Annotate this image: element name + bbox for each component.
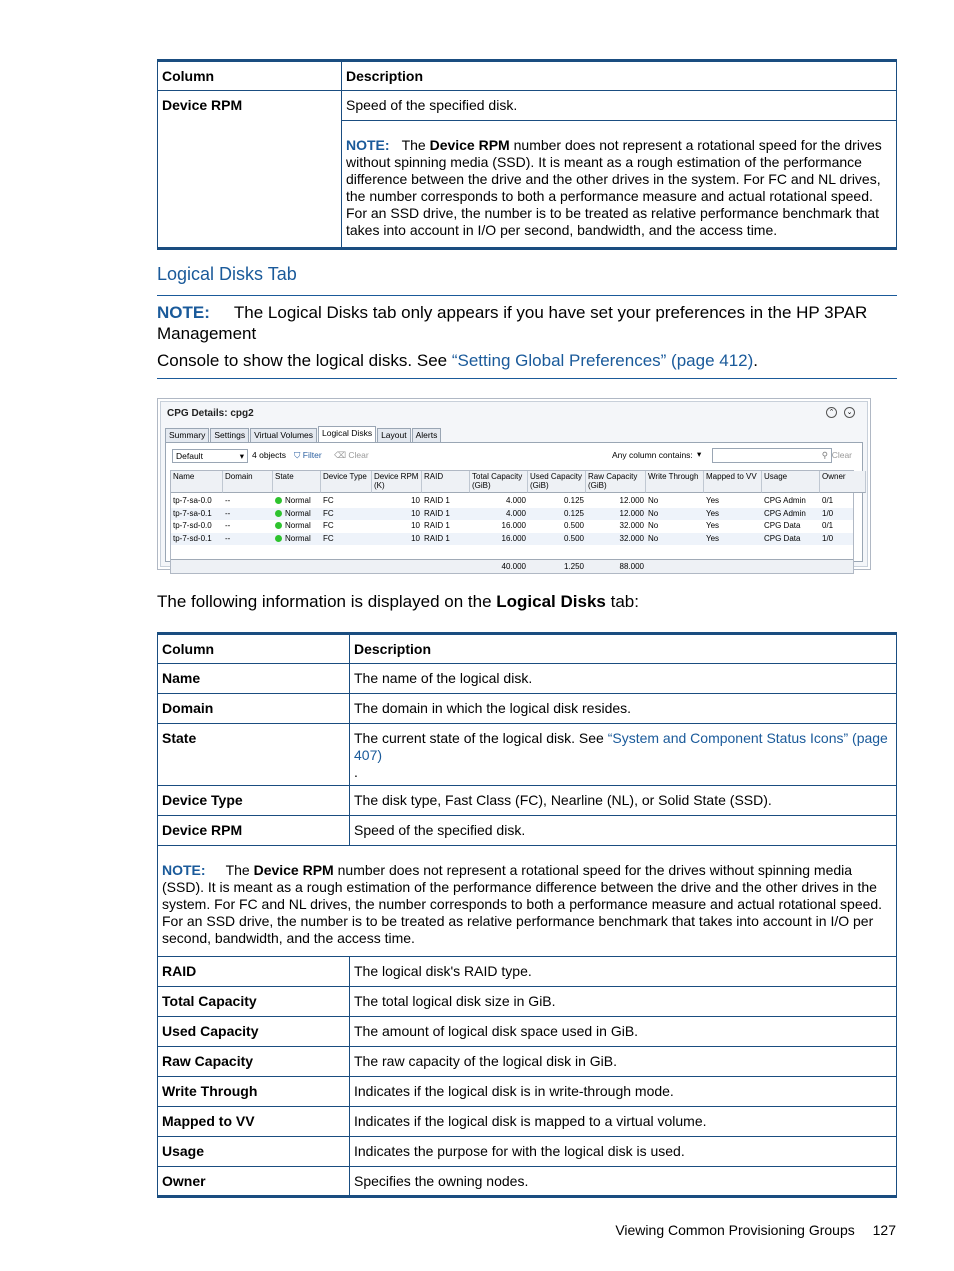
grid-cell: -- bbox=[225, 521, 231, 530]
col-header[interactable]: State bbox=[273, 471, 321, 493]
grid-cell: 0.125 bbox=[563, 496, 584, 505]
row-name: Device Type bbox=[158, 786, 350, 816]
grid-cell: 32.000 bbox=[619, 533, 644, 543]
clear-filter-button[interactable] bbox=[334, 450, 369, 461]
row-desc: Specifies the owning nodes. bbox=[350, 1167, 897, 1197]
state-text: Normal bbox=[285, 508, 311, 518]
chevron-down-icon[interactable]: ▾ bbox=[697, 449, 702, 459]
status-icons-link[interactable]: “System and Component Status Icons” (page 407) bbox=[354, 730, 888, 763]
col-header[interactable]: Device Type bbox=[321, 471, 372, 493]
row-desc: The logical disk's RAID type. bbox=[350, 957, 897, 987]
table-row bbox=[158, 987, 897, 1017]
grid-cell: 10 bbox=[411, 533, 420, 543]
intro-text bbox=[157, 591, 897, 612]
grid-cell: tp-7-sd-0.1 bbox=[173, 533, 212, 543]
grid-cell: 16.000 bbox=[501, 533, 526, 543]
grid-cell: Yes bbox=[706, 496, 720, 505]
header-column: Column bbox=[158, 634, 350, 664]
row-name: Domain bbox=[158, 694, 350, 724]
grid-cell: CPG Admin bbox=[764, 508, 806, 518]
grid-cell: 10 bbox=[411, 508, 420, 518]
grid-cell bbox=[273, 495, 321, 507]
search-input[interactable] bbox=[712, 448, 832, 463]
grid-row[interactable] bbox=[171, 508, 853, 520]
page-footer bbox=[615, 1222, 896, 1238]
page-number: 127 bbox=[872, 1222, 896, 1238]
note-label: NOTE: bbox=[157, 303, 210, 322]
grid-cell: tp-7-sa-0.0 bbox=[173, 496, 212, 505]
grid-cell: 0.500 bbox=[563, 533, 584, 543]
row-desc: The amount of logical disk space used in GiB. bbox=[350, 1017, 897, 1047]
setting-global-preferences-link[interactable]: “Setting Global Preferences” (page 412) bbox=[451, 351, 754, 370]
eraser-icon: ⌫ bbox=[334, 450, 347, 460]
grid-cell: No bbox=[648, 496, 659, 505]
note-bold: Device RPM bbox=[429, 137, 510, 153]
col-header[interactable]: Device RPM (K) bbox=[372, 471, 422, 493]
grid-cell: 0.125 bbox=[563, 508, 584, 518]
chevron-down-icon: ▾ bbox=[239, 451, 244, 461]
status-normal-icon bbox=[275, 535, 282, 542]
used-capacity-sum: 1.250 bbox=[563, 562, 584, 571]
grid-cell: Yes bbox=[706, 508, 720, 518]
top-note bbox=[342, 121, 897, 249]
grid-cell bbox=[273, 508, 321, 520]
raw-capacity-sum: 88.000 bbox=[619, 562, 644, 571]
row-name: State bbox=[158, 724, 350, 786]
header-column: Column bbox=[158, 61, 342, 91]
grid-cell: No bbox=[648, 508, 659, 518]
intro-pre: The following information is displayed on the bbox=[157, 592, 492, 611]
grid-cell: CPG Data bbox=[764, 533, 801, 543]
note-text: Console to show the logical disks. See bbox=[157, 351, 448, 370]
row-name: Usage bbox=[158, 1137, 350, 1167]
logical-disks-grid bbox=[170, 470, 854, 574]
row-name: Raw Capacity bbox=[158, 1047, 350, 1077]
table-row bbox=[158, 694, 897, 724]
state-text: Normal bbox=[285, 496, 311, 505]
table-row bbox=[158, 1047, 897, 1077]
intro-bold: Logical Disks bbox=[496, 592, 606, 611]
note-text: . bbox=[753, 351, 759, 370]
intro-post: tab: bbox=[610, 592, 639, 611]
cpg-details-screenshot bbox=[157, 398, 871, 570]
row-name: Device RPM bbox=[158, 91, 342, 249]
grid-cell: 16.000 bbox=[501, 521, 526, 530]
row-name: Device RPM bbox=[158, 816, 350, 846]
grid-cell: RAID 1 bbox=[424, 521, 450, 530]
section-title: Logical Disks Tab bbox=[157, 264, 297, 284]
main-note bbox=[158, 846, 897, 957]
row-desc: Indicates if the logical disk is in write-through mode. bbox=[350, 1077, 897, 1107]
col-header[interactable]: Used Capacity (GiB) bbox=[528, 471, 586, 493]
col-header[interactable]: Write Through bbox=[646, 471, 704, 493]
search-label: Any column contains: bbox=[612, 450, 693, 460]
note-text: The bbox=[225, 862, 250, 878]
grid-cell: RAID 1 bbox=[424, 496, 450, 505]
table-row bbox=[158, 816, 897, 846]
state-text: Normal bbox=[285, 521, 311, 530]
grid-cell: CPG Data bbox=[764, 521, 801, 530]
note-text: number does not represent a rotational speed for the drives without spinning media (SSD). It is meant as a rough estimation of the performance difference between the drive and the other drives in the system. For FC and NL drives, the number corresponds to both a performance measure and actual rotational speed. For an SSD drive, the number is to be treated as relative performance benchmark that takes into account in I/O per second, bandwidth, and the access time. bbox=[162, 862, 883, 946]
grid-row[interactable] bbox=[171, 495, 853, 507]
note-bold: Device RPM bbox=[253, 862, 334, 878]
filter-button[interactable] bbox=[294, 450, 322, 461]
objects-count: 4 objects bbox=[252, 450, 287, 460]
window-title: CPG Details: cpg2 bbox=[167, 408, 254, 419]
grid-cell: FC bbox=[323, 496, 334, 505]
table-row bbox=[158, 786, 897, 816]
table-row bbox=[158, 1077, 897, 1107]
col-header[interactable]: Owner bbox=[820, 471, 866, 493]
state-desc-end: . bbox=[354, 764, 358, 780]
col-header[interactable]: Usage bbox=[762, 471, 820, 493]
status-normal-icon bbox=[275, 497, 282, 504]
total-capacity-sum: 40.000 bbox=[501, 562, 526, 571]
footer-chapter: Viewing Common Provisioning Groups bbox=[615, 1222, 855, 1238]
grid-cell: FC bbox=[323, 508, 334, 518]
status-normal-icon bbox=[275, 522, 282, 529]
binoculars-icon: ⚲ bbox=[821, 450, 828, 460]
row-name: Name bbox=[158, 664, 350, 694]
grid-cell: FC bbox=[323, 533, 334, 543]
grid-cell bbox=[273, 520, 321, 532]
note-text: The bbox=[401, 137, 426, 153]
grid-cell: 12.000 bbox=[619, 508, 644, 518]
funnel-icon: ⛉ bbox=[294, 450, 301, 460]
grid-cell: 12.000 bbox=[619, 496, 644, 505]
grid-cell bbox=[273, 533, 321, 545]
row-name: Write Through bbox=[158, 1077, 350, 1107]
row-desc: Speed of the specified disk. bbox=[350, 816, 897, 846]
row-name: Mapped to VV bbox=[158, 1107, 350, 1137]
table-row bbox=[158, 957, 897, 987]
search-clear-button[interactable]: Clear bbox=[831, 450, 852, 460]
row-name: RAID bbox=[158, 957, 350, 987]
header-description: Description bbox=[342, 61, 897, 91]
row-desc: The raw capacity of the logical disk in GiB. bbox=[350, 1047, 897, 1077]
grid-cell: -- bbox=[225, 496, 231, 505]
grid-toolbar bbox=[172, 448, 856, 464]
grid-cell: No bbox=[648, 521, 659, 530]
table-row bbox=[158, 1167, 897, 1197]
main-table-wrap bbox=[157, 632, 897, 1198]
logical-disks-columns-table bbox=[157, 632, 897, 1198]
logical-disks-panel bbox=[165, 442, 863, 571]
clear-label: Clear bbox=[348, 450, 369, 460]
grid-cell: RAID 1 bbox=[424, 533, 450, 543]
note-text: number does not represent a rotational speed for the drives without spinning media (SSD). It is meant as a rough estimation of the performance difference between the drive and the other drives in the system. For FC and NL drives, the number corresponds to both a performance measure and actual rotational speed. For an SSD drive, the number is to be treated as relative performance benchmark that takes into account in I/O per second, bandwidth, and the access time. bbox=[346, 137, 882, 238]
grid-cell: 1/0 bbox=[822, 533, 834, 543]
state-text: Normal bbox=[285, 533, 311, 543]
col-header[interactable]: Domain bbox=[223, 471, 273, 493]
tab-alerts[interactable]: Alerts bbox=[412, 428, 442, 442]
row-name: Total Capacity bbox=[158, 987, 350, 1017]
row-desc bbox=[350, 724, 897, 786]
grid-cell: 4.000 bbox=[505, 508, 526, 518]
col-header[interactable]: RAID bbox=[422, 471, 470, 493]
row-desc: Indicates if the logical disk is mapped to a virtual volume. bbox=[350, 1107, 897, 1137]
grid-cell: 10 bbox=[411, 496, 420, 505]
collapse-icon[interactable]: ⌃ bbox=[826, 407, 837, 418]
top-table bbox=[157, 59, 897, 250]
filter-select[interactable] bbox=[172, 449, 248, 463]
row-desc: Speed of the specified disk. bbox=[342, 91, 897, 121]
grid-cell: tp-7-sd-0.0 bbox=[173, 521, 212, 530]
state-desc: The current state of the logical disk. See bbox=[354, 730, 604, 746]
totals-row bbox=[171, 559, 853, 573]
col-header[interactable]: Raw Capacity (GiB) bbox=[586, 471, 646, 493]
grid-cell: FC bbox=[323, 521, 334, 530]
row-name: Owner bbox=[158, 1167, 350, 1197]
grid-cell: CPG Admin bbox=[764, 496, 806, 505]
table-row bbox=[158, 1137, 897, 1167]
tab-settings[interactable]: Settings bbox=[210, 428, 249, 442]
logical-disks-note bbox=[157, 302, 897, 344]
col-header[interactable]: Name bbox=[171, 471, 223, 493]
grid-cell: No bbox=[648, 533, 659, 543]
top-table-wrap bbox=[157, 59, 897, 250]
row-desc: The name of the logical disk. bbox=[350, 664, 897, 694]
grid-cell: 4.000 bbox=[505, 496, 526, 505]
note-label: NOTE: bbox=[346, 137, 390, 153]
filter-select-value: Default bbox=[176, 451, 203, 461]
grid-cell: 10 bbox=[411, 521, 420, 530]
col-header[interactable]: Total Capacity (GiB) bbox=[470, 471, 528, 493]
tab-bar bbox=[165, 428, 442, 442]
rule bbox=[157, 378, 897, 379]
tab-logical-disks[interactable]: Logical Disks bbox=[318, 426, 376, 442]
note-text: The Logical Disks tab only appears if you have set your preferences in the HP 3PAR Management bbox=[157, 303, 868, 343]
grid-cell: -- bbox=[225, 508, 231, 518]
tab-summary[interactable]: Summary bbox=[165, 428, 209, 442]
status-normal-icon bbox=[275, 510, 282, 517]
rule bbox=[157, 295, 897, 296]
grid-row[interactable] bbox=[171, 533, 853, 545]
grid-cell: RAID 1 bbox=[424, 508, 450, 518]
logical-disks-note-2 bbox=[157, 350, 897, 371]
col-header[interactable]: Mapped to VV bbox=[704, 471, 762, 493]
row-name: Used Capacity bbox=[158, 1017, 350, 1047]
header-description: Description bbox=[350, 634, 897, 664]
table-row bbox=[158, 664, 897, 694]
row-desc: The disk type, Fast Class (FC), Nearline (NL), or Solid State (SSD). bbox=[350, 786, 897, 816]
row-desc: The total logical disk size in GiB. bbox=[350, 987, 897, 1017]
tab-layout[interactable]: Layout bbox=[377, 428, 411, 442]
table-row bbox=[158, 1017, 897, 1047]
note-label: NOTE: bbox=[162, 862, 206, 878]
grid-row[interactable] bbox=[171, 520, 853, 532]
grid-cell: 0.500 bbox=[563, 521, 584, 530]
grid-cell: 0/1 bbox=[822, 496, 834, 505]
row-desc: Indicates the purpose for with the logical disk is used. bbox=[350, 1137, 897, 1167]
grid-cell: Yes bbox=[706, 533, 720, 543]
expand-icon[interactable]: ⌄ bbox=[844, 407, 855, 418]
filter-label: Filter bbox=[302, 450, 322, 460]
grid-cell: 32.000 bbox=[619, 521, 644, 530]
grid-cell: 0/1 bbox=[822, 521, 834, 530]
row-desc: The domain in which the logical disk resides. bbox=[350, 694, 897, 724]
grid-cell: 1/0 bbox=[822, 508, 834, 518]
tab-virtual-volumes[interactable]: Virtual Volumes bbox=[250, 428, 317, 442]
grid-cell: -- bbox=[225, 533, 231, 543]
grid-cell: tp-7-sa-0.1 bbox=[173, 508, 212, 518]
grid-cell: Yes bbox=[706, 521, 720, 530]
table-row bbox=[158, 1107, 897, 1137]
